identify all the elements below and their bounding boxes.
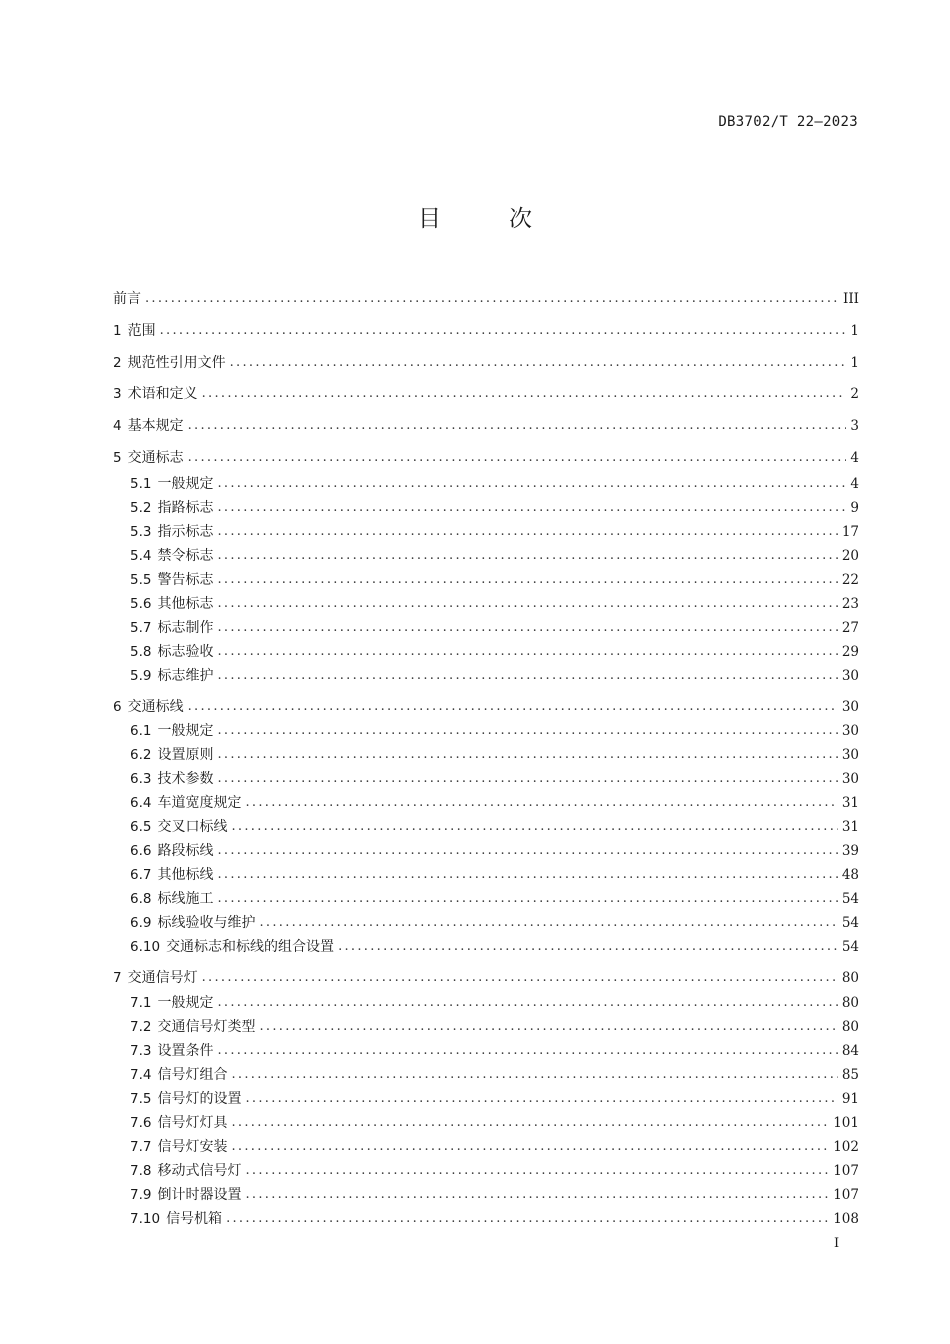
toc-entry-number: 7 bbox=[113, 970, 122, 986]
toc-entry[interactable] bbox=[130, 912, 859, 934]
toc-dot-leader bbox=[188, 447, 847, 469]
toc-entry-label: 指路标志 bbox=[157, 500, 214, 516]
toc-entry-page: 54 bbox=[841, 891, 859, 907]
toc-entry-label: 术语和定义 bbox=[127, 386, 198, 402]
toc-dot-leader bbox=[188, 696, 838, 718]
toc-entry[interactable] bbox=[113, 696, 859, 718]
toc-entry-page: 2 bbox=[850, 386, 859, 402]
toc-entry-number: 6.9 bbox=[130, 915, 152, 931]
toc-entry[interactable] bbox=[130, 792, 859, 814]
toc-entry-number: 7.8 bbox=[130, 1163, 152, 1179]
toc-entry-number: 7.9 bbox=[130, 1187, 152, 1203]
toc-entry-label: 标线验收与维护 bbox=[157, 915, 256, 931]
toc-dot-leader bbox=[217, 569, 837, 591]
toc-dot-leader bbox=[217, 521, 837, 543]
toc-entry[interactable] bbox=[130, 1064, 859, 1086]
toc-entry-label: 范围 bbox=[127, 323, 156, 339]
toc-entry-page: 22 bbox=[841, 572, 859, 588]
toc-dot-leader bbox=[245, 1088, 837, 1110]
toc-entry-page: 80 bbox=[841, 970, 859, 986]
toc-entry-label: 其他标线 bbox=[157, 867, 214, 883]
toc-entry[interactable] bbox=[130, 1112, 859, 1134]
footer-page-number: I bbox=[834, 1236, 840, 1251]
toc-entry-number: 6.3 bbox=[130, 771, 152, 787]
toc-entry[interactable] bbox=[113, 447, 859, 469]
toc-entry[interactable] bbox=[130, 1088, 859, 1110]
toc-entry-number: 6.7 bbox=[130, 867, 152, 883]
toc-entry[interactable] bbox=[130, 497, 859, 519]
toc-entry[interactable] bbox=[130, 569, 859, 591]
toc-dot-leader bbox=[231, 1064, 837, 1086]
toc-entry-page: 1 bbox=[850, 323, 859, 339]
toc-entry-page: 91 bbox=[841, 1091, 859, 1107]
toc-entry-label: 标志维护 bbox=[157, 668, 214, 684]
toc-dot-leader bbox=[217, 864, 837, 886]
document-code: DB3702/T 22—2023 bbox=[718, 114, 858, 130]
toc-entry[interactable] bbox=[130, 1160, 859, 1182]
toc-entry-page: 85 bbox=[841, 1067, 859, 1083]
toc-entry-number: 6.4 bbox=[130, 795, 152, 811]
toc-dot-leader bbox=[202, 383, 847, 405]
toc-entry-label: 规范性引用文件 bbox=[127, 355, 226, 371]
toc-entry[interactable] bbox=[130, 1208, 859, 1230]
toc-entry-label: 信号灯的设置 bbox=[157, 1091, 242, 1107]
toc-entry[interactable] bbox=[130, 864, 859, 886]
toc-entry-label: 禁令标志 bbox=[157, 548, 214, 564]
toc-entry[interactable] bbox=[130, 936, 859, 958]
toc-entry-page: 30 bbox=[841, 747, 859, 763]
toc-dot-leader bbox=[217, 840, 837, 862]
toc-entry-number: 3 bbox=[113, 386, 122, 402]
toc-entry-label: 交通标线 bbox=[127, 699, 184, 715]
toc-entry-page: 20 bbox=[841, 548, 859, 564]
toc-entry-number: 7.10 bbox=[130, 1211, 161, 1227]
toc-entry-number: 1 bbox=[113, 323, 122, 339]
toc-entry[interactable] bbox=[130, 816, 859, 838]
toc-entry-number: 7.2 bbox=[130, 1019, 152, 1035]
toc-entry-label: 前言 bbox=[113, 291, 141, 307]
toc-entry-page: 30 bbox=[841, 771, 859, 787]
toc-entry[interactable] bbox=[113, 967, 859, 989]
toc-dot-leader bbox=[217, 744, 837, 766]
toc-entry-label: 其他标志 bbox=[157, 596, 214, 612]
toc-entry[interactable] bbox=[113, 383, 859, 405]
toc-entry-page: 102 bbox=[833, 1139, 859, 1155]
toc-entry[interactable] bbox=[113, 415, 859, 437]
toc-entry-number: 5.2 bbox=[130, 500, 152, 516]
toc-entry-label: 车道宽度规定 bbox=[157, 795, 242, 811]
toc-dot-leader bbox=[217, 665, 837, 687]
toc-entry-number: 5.9 bbox=[130, 668, 152, 684]
toc-entry[interactable] bbox=[130, 1136, 859, 1158]
toc-entry-page: 4 bbox=[850, 450, 859, 466]
toc-entry-page: 107 bbox=[833, 1187, 859, 1203]
toc-dot-leader bbox=[338, 936, 838, 958]
toc-entry-label: 一般规定 bbox=[157, 723, 214, 739]
toc-entry[interactable] bbox=[130, 545, 859, 567]
toc-entry-page: 3 bbox=[850, 418, 859, 434]
toc-entry[interactable] bbox=[130, 521, 859, 543]
toc-entry-label: 交通信号灯类型 bbox=[157, 1019, 256, 1035]
toc-entry-page: 54 bbox=[841, 915, 859, 931]
toc-entry-page: 9 bbox=[850, 500, 859, 516]
toc-entry-page: 1 bbox=[850, 355, 859, 371]
toc-entry-label: 交叉口标线 bbox=[157, 819, 228, 835]
toc-entry-number: 7.7 bbox=[130, 1139, 152, 1155]
toc-entry-page: 23 bbox=[841, 596, 859, 612]
toc-dot-leader bbox=[217, 617, 837, 639]
toc-entry-number: 6.10 bbox=[130, 939, 161, 955]
toc-dot-leader bbox=[231, 1112, 829, 1134]
toc-entry-label: 交通标志 bbox=[127, 450, 184, 466]
toc-dot-leader bbox=[217, 992, 837, 1014]
toc-dot-leader bbox=[217, 473, 846, 495]
toc-entry-page: 80 bbox=[841, 995, 859, 1011]
toc-entry[interactable] bbox=[130, 593, 859, 615]
toc-entry-page: 17 bbox=[841, 524, 859, 540]
toc-entry[interactable] bbox=[130, 888, 859, 910]
toc-dot-leader bbox=[231, 816, 837, 838]
toc-entry-label: 基本规定 bbox=[127, 418, 184, 434]
toc-entry-number: 5 bbox=[113, 450, 122, 466]
toc-entry-page: 39 bbox=[841, 843, 859, 859]
toc-entry-label: 信号灯组合 bbox=[157, 1067, 228, 1083]
toc-dot-leader bbox=[217, 497, 846, 519]
toc-dot-leader bbox=[217, 593, 837, 615]
toc-entry-page: 30 bbox=[841, 723, 859, 739]
toc-entry-page: 31 bbox=[841, 795, 859, 811]
toc-dot-leader bbox=[217, 1040, 837, 1062]
toc-entry[interactable] bbox=[130, 720, 859, 742]
toc-entry-number: 2 bbox=[113, 355, 122, 371]
toc-entry[interactable] bbox=[130, 641, 859, 663]
toc-entry-label: 倒计时器设置 bbox=[157, 1187, 242, 1203]
toc-entry-number: 6.5 bbox=[130, 819, 152, 835]
toc-entry[interactable] bbox=[113, 320, 859, 342]
toc-entry-page: 107 bbox=[833, 1163, 859, 1179]
toc-entry[interactable] bbox=[130, 1040, 859, 1062]
toc-entry-label: 交通信号灯 bbox=[127, 970, 198, 986]
toc-entry-label: 指示标志 bbox=[157, 524, 214, 540]
toc-dot-leader bbox=[217, 641, 837, 663]
toc-entry-label: 标志制作 bbox=[157, 620, 214, 636]
toc-dot-leader bbox=[231, 1136, 829, 1158]
toc-entry[interactable] bbox=[130, 840, 859, 862]
toc-dot-leader bbox=[160, 320, 847, 342]
toc-entry-page: 29 bbox=[841, 644, 859, 660]
toc-entry-page: 30 bbox=[841, 668, 859, 684]
toc-dot-leader bbox=[226, 1208, 829, 1230]
toc-entry-number: 6.2 bbox=[130, 747, 152, 763]
toc-entry-page: 54 bbox=[841, 939, 859, 955]
toc-entry-page: 48 bbox=[841, 867, 859, 883]
page-title bbox=[0, 200, 950, 233]
toc-dot-leader bbox=[188, 415, 847, 437]
toc-entry-page: 80 bbox=[841, 1019, 859, 1035]
toc-entry-label: 交通标志和标线的组合设置 bbox=[166, 939, 335, 955]
toc-entry-label: 设置原则 bbox=[157, 747, 214, 763]
toc-entry-label: 标志验收 bbox=[157, 644, 214, 660]
toc-dot-leader bbox=[217, 545, 837, 567]
toc-entry-page: 31 bbox=[841, 819, 859, 835]
toc-entry-label: 路段标线 bbox=[157, 843, 214, 859]
toc-entry-page: 4 bbox=[850, 476, 859, 492]
toc-entry[interactable] bbox=[113, 288, 859, 310]
toc-dot-leader bbox=[245, 1160, 829, 1182]
toc-entry-number: 7.3 bbox=[130, 1043, 152, 1059]
toc-entry[interactable] bbox=[130, 768, 859, 790]
toc-entry[interactable] bbox=[130, 665, 859, 687]
toc-dot-leader bbox=[217, 768, 837, 790]
toc-entry-label: 信号灯灯具 bbox=[157, 1115, 228, 1131]
toc-entry-number: 5.4 bbox=[130, 548, 152, 564]
toc-entry[interactable] bbox=[130, 1016, 859, 1038]
toc-entry-number: 7.6 bbox=[130, 1115, 152, 1131]
toc-entry-number: 5.1 bbox=[130, 476, 152, 492]
toc-dot-leader bbox=[217, 888, 837, 910]
toc-entry-number: 5.6 bbox=[130, 596, 152, 612]
toc-entry[interactable] bbox=[130, 617, 859, 639]
toc-entry[interactable] bbox=[130, 992, 859, 1014]
toc-entry-number: 5.8 bbox=[130, 644, 152, 660]
toc-dot-leader bbox=[230, 352, 847, 374]
toc-entry-number: 7.1 bbox=[130, 995, 152, 1011]
toc-dot-leader bbox=[259, 1016, 837, 1038]
toc-dot-leader bbox=[217, 720, 837, 742]
toc-entry-label: 移动式信号灯 bbox=[157, 1163, 242, 1179]
toc-entry-page: 30 bbox=[841, 699, 859, 715]
toc-entry-page: 84 bbox=[841, 1043, 859, 1059]
toc-entry-label: 技术参数 bbox=[157, 771, 214, 787]
toc-entry-number: 6.1 bbox=[130, 723, 152, 739]
toc-entry[interactable] bbox=[113, 352, 859, 374]
toc-entry-number: 6 bbox=[113, 699, 122, 715]
toc-entry-page: 101 bbox=[833, 1115, 859, 1131]
toc-entry-label: 信号机箱 bbox=[166, 1211, 223, 1227]
toc-entry[interactable] bbox=[130, 1184, 859, 1206]
toc-entry-number: 6.8 bbox=[130, 891, 152, 907]
toc-entry-number: 5.7 bbox=[130, 620, 152, 636]
toc-entry-page: 27 bbox=[841, 620, 859, 636]
toc-dot-leader bbox=[145, 288, 839, 310]
toc-dot-leader bbox=[245, 792, 837, 814]
toc-entry-number: 4 bbox=[113, 418, 122, 434]
toc-entry-number: 5.3 bbox=[130, 524, 152, 540]
toc-entry-page: 108 bbox=[833, 1211, 859, 1227]
toc-entry[interactable] bbox=[130, 744, 859, 766]
toc-entry-label: 一般规定 bbox=[157, 995, 214, 1011]
toc-entry-label: 一般规定 bbox=[157, 476, 214, 492]
toc-entry[interactable] bbox=[130, 473, 859, 495]
toc-dot-leader bbox=[259, 912, 837, 934]
toc-entry-page: III bbox=[843, 291, 859, 307]
toc-entry-label: 信号灯安装 bbox=[157, 1139, 228, 1155]
toc-dot-leader bbox=[202, 967, 838, 989]
toc-entry-number: 5.5 bbox=[130, 572, 152, 588]
toc-entry-label: 警告标志 bbox=[157, 572, 214, 588]
toc-entry-number: 7.5 bbox=[130, 1091, 152, 1107]
toc-entry-number: 6.6 bbox=[130, 843, 152, 859]
toc-entry-number: 7.4 bbox=[130, 1067, 152, 1083]
title-char-left: 目 bbox=[418, 206, 441, 232]
toc-dot-leader bbox=[245, 1184, 829, 1206]
toc-entry-label: 标线施工 bbox=[157, 891, 214, 907]
title-char-right: 次 bbox=[509, 206, 532, 232]
toc-entry-label: 设置条件 bbox=[157, 1043, 214, 1059]
